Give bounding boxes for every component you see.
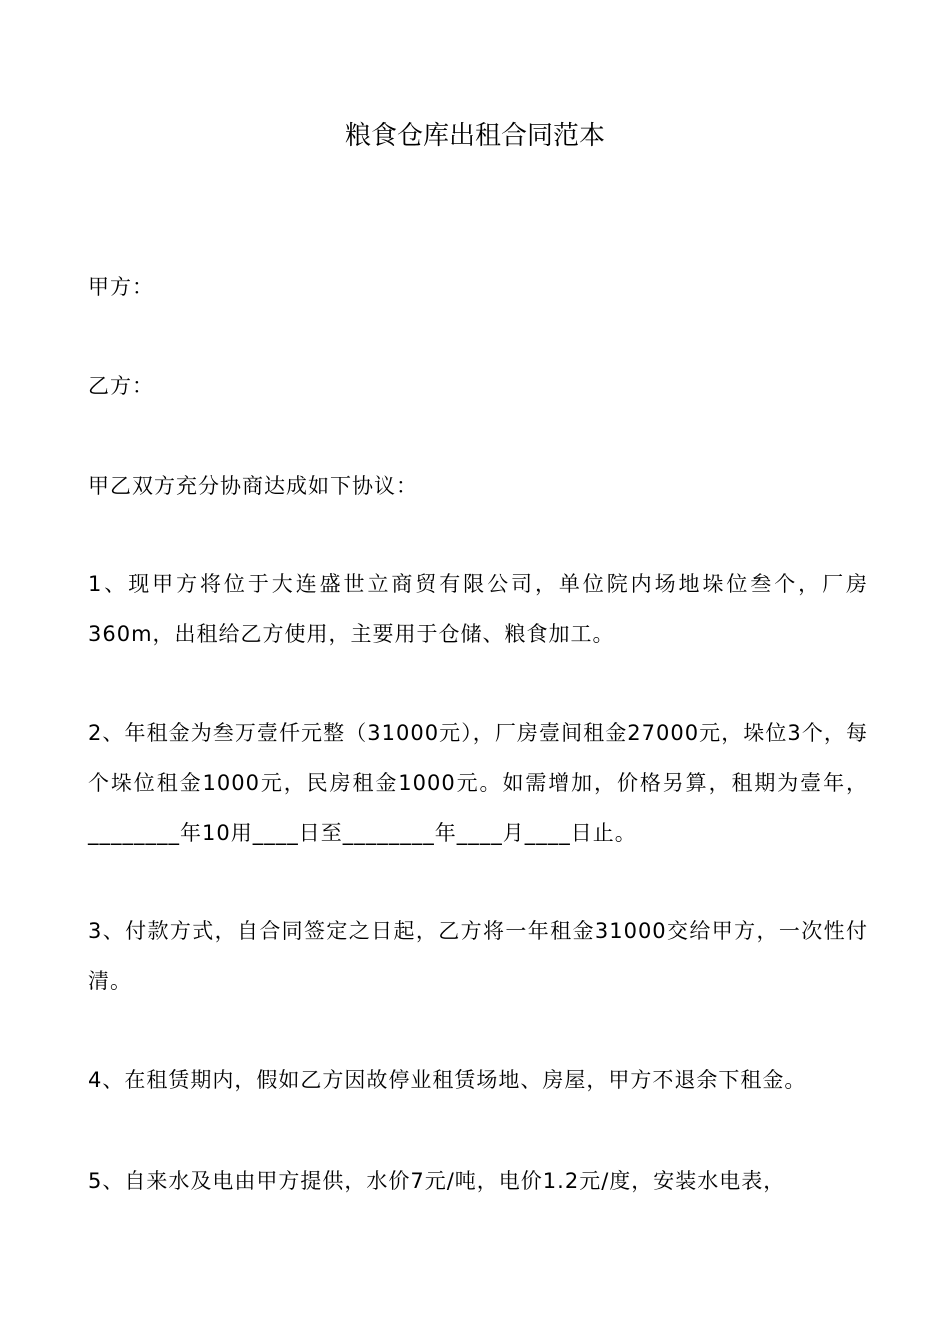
document-title: 粮食仓库出租合同范本	[344, 121, 605, 151]
party-a-line: 甲方：	[88, 275, 154, 299]
party-b-line: 乙方：	[88, 374, 154, 398]
clause-1: 1、现甲方将位于大连盛世立商贸有限公司，单位院内场地垛位叁个，厂房360m，出租给乙方使用，主要用于仓储、粮食加工。	[88, 572, 868, 646]
clause-4: 4、在租赁期内，假如乙方因故停业租赁场地、房屋，甲方不退余下租金。	[88, 1068, 807, 1092]
clause-2: 2、年租金为叁万壹仟元整（31000元），厂房壹间租金27000元，垛位3个，每个垛位租金1000元，民房租金1000元。如需增加，价格另算，租期为壹年，________年10用____日至________年____月____日止。	[88, 721, 868, 845]
clause-3: 3、付款方式，自合同签定之日起，乙方将一年租金31000交给甲方，一次性付清。	[88, 919, 868, 993]
agreement-intro: 甲乙双方充分协商达成如下协议：	[88, 474, 418, 498]
clause-5: 5、自来水及电由甲方提供，水价7元/吨，电价1.2元/度，安装水电表，	[88, 1169, 786, 1193]
